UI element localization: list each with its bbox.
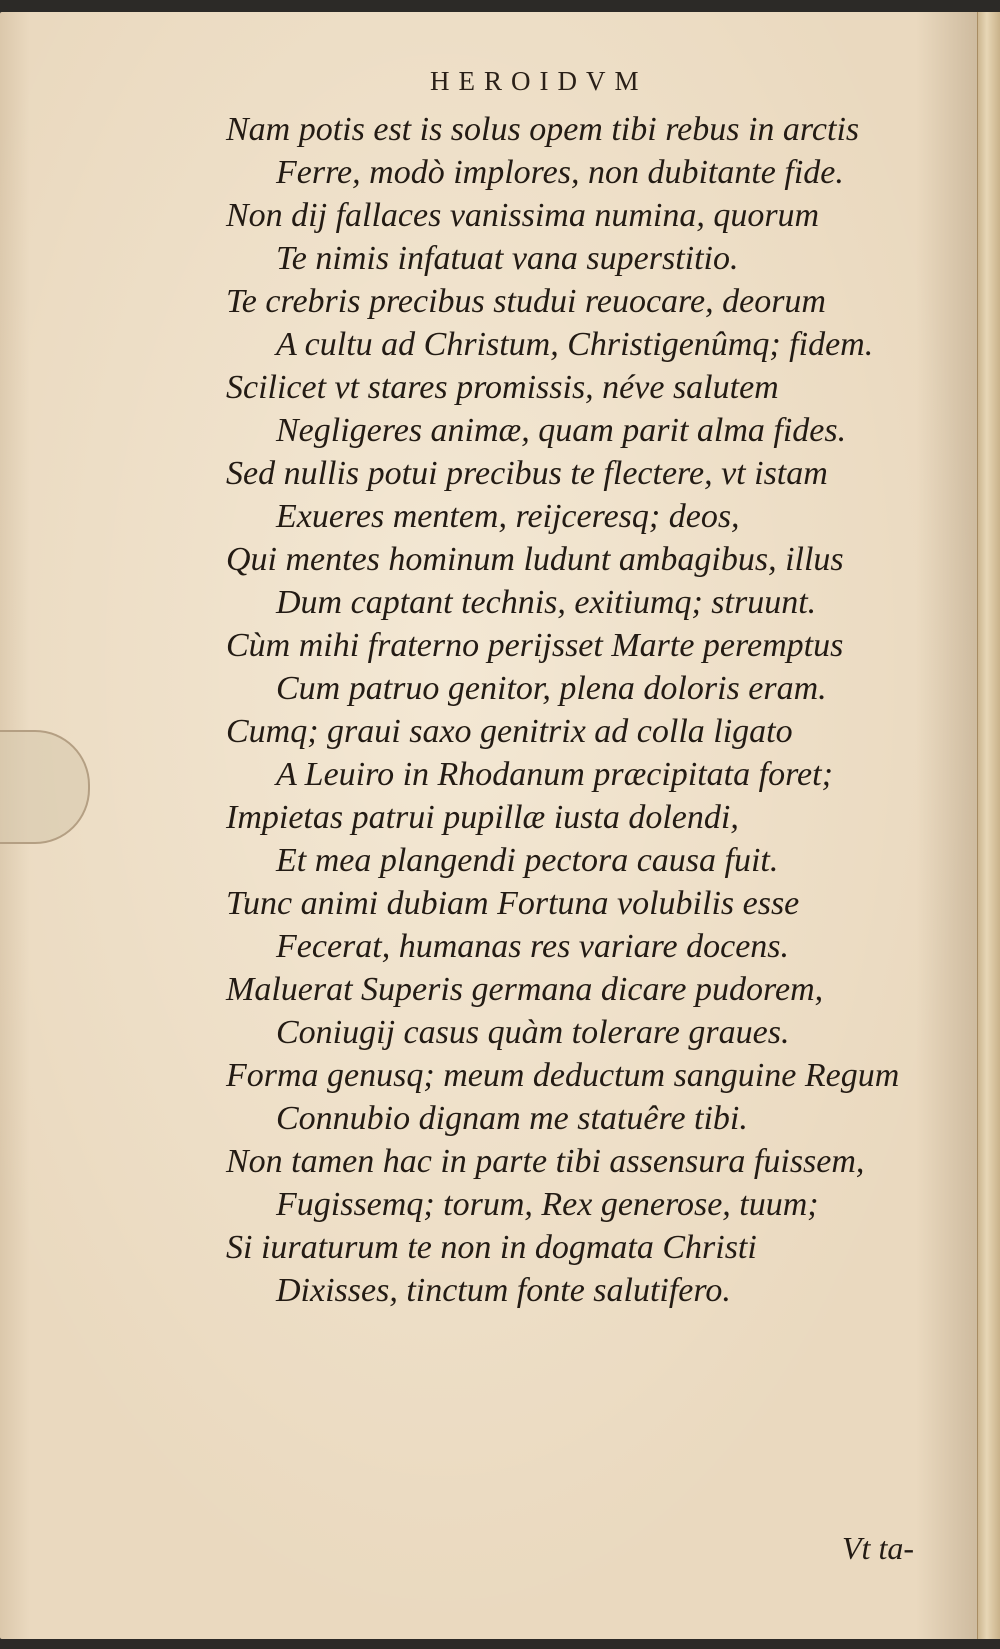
verse-line: Cùm mihi fraterno perijsset Marte peremptus	[226, 627, 844, 664]
verse-line: Cum patruo genitor, plena doloris eram.	[276, 670, 827, 707]
verse-line: Fecerat, humanas res variare docens.	[276, 928, 790, 965]
verse-line: A Leuiro in Rhodanum præcipitata foret;	[276, 756, 833, 793]
verse-line: Cumq; graui saxo genitrix ad colla ligato	[226, 713, 793, 750]
verse-line: Dum captant technis, exitiumq; struunt.	[276, 584, 817, 621]
verse-line: Negligeres animæ, quam parit alma fides.	[276, 412, 847, 449]
verse-line: Non dij fallaces vanissima numina, quorum	[226, 197, 820, 234]
verse-line: Nam potis est is solus opem tibi rebus in arctis	[226, 111, 860, 148]
verse-line: Maluerat Superis germana dicare pudorem,	[226, 971, 824, 1008]
next-page-edge	[977, 12, 1000, 1639]
verse-line: Te crebris precibus studui reuocare, deorum	[226, 283, 826, 320]
verse-line: Connubio dignam me statuêre tibi.	[276, 1100, 748, 1137]
verse-line: Te nimis infatuat vana superstitio.	[276, 240, 739, 277]
verse-line: Dixisses, tinctum fonte salutifero.	[276, 1272, 731, 1309]
verse-line: Coniugij casus quàm tolerare graues.	[276, 1014, 790, 1051]
verse-line: A cultu ad Christum, Christigenûmq; fidem.	[276, 326, 874, 363]
verse-block	[226, 108, 946, 1312]
verse-line: Fugissemq; torum, Rex generose, tuum;	[276, 1186, 819, 1223]
verse-line: Qui mentes hominum ludunt ambagibus, illus	[226, 541, 844, 578]
verse-line: Impietas patrui pupillæ iusta dolendi,	[226, 799, 739, 836]
catchword: Vt ta-	[842, 1530, 914, 1566]
verse-line: Si iuraturum te non in dogmata Christi	[226, 1229, 757, 1266]
verse-line: Sed nullis potui precibus te flectere, vt istam	[226, 455, 828, 492]
verse-line: Ferre, modò implores, non dubitante fide.	[276, 154, 844, 191]
verse-line: Scilicet vt stares promissis, néve salutem	[226, 369, 779, 406]
verse-line: Et mea plangendi pectora causa fuit.	[276, 842, 779, 879]
verse-line: Tunc animi dubiam Fortuna volubilis esse	[226, 885, 800, 922]
verse-line: Exueres mentem, reijceresq; deos,	[276, 498, 740, 535]
verse-line: Non tamen hac in parte tibi assensura fuissem,	[226, 1143, 865, 1180]
running-header: HEROIDVM	[430, 66, 648, 96]
verse-line: Forma genusq; meum deductum sanguine Regum	[226, 1057, 900, 1094]
